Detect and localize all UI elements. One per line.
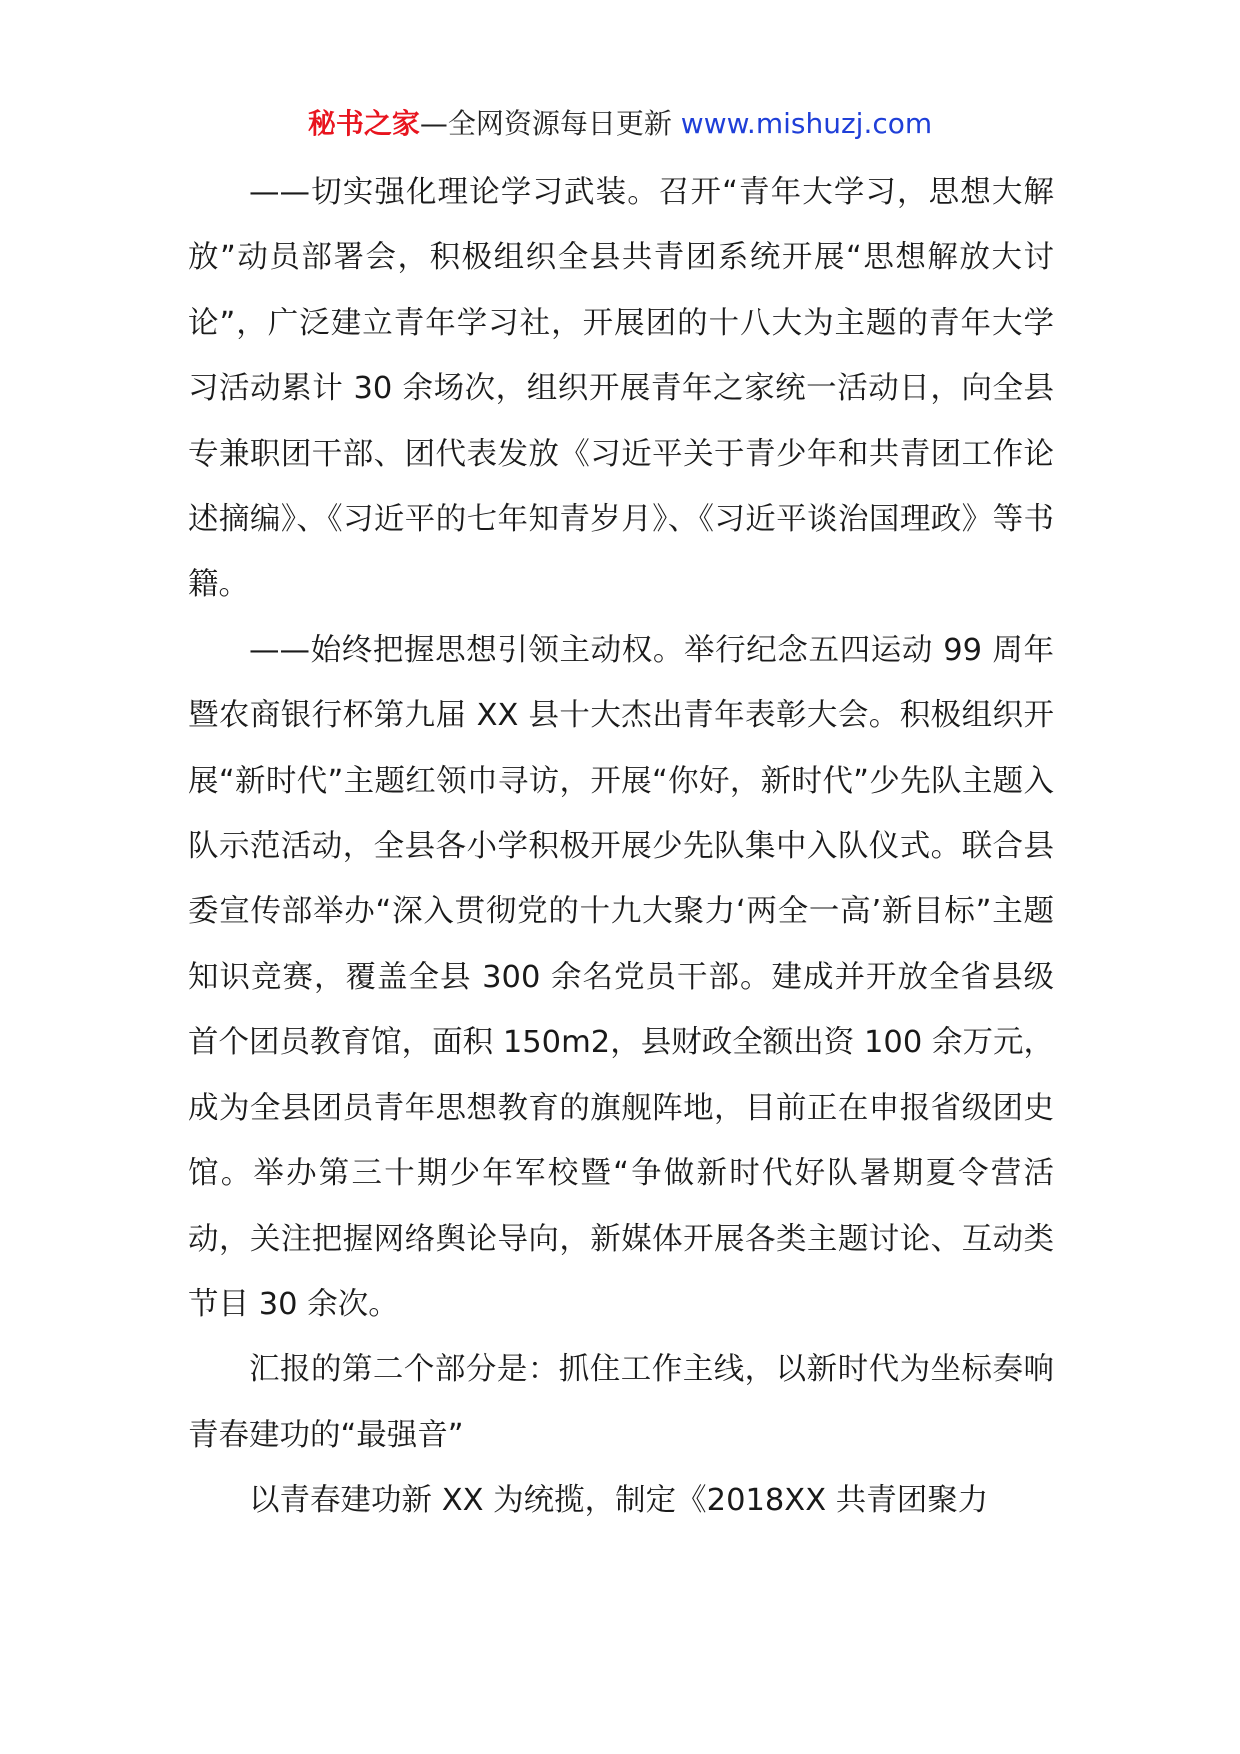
paragraph-section-two-intro: 以青春建功新 XX 为统揽，制定《2018XX 共青团聚力 <box>249 1483 989 1519</box>
site-url: www.mishuzj.com <box>680 107 933 140</box>
paragraph-ideological-guidance: ——始终把握思想引领主动权。举行纪念五四运动 99 周年暨农商银行杯第九届 XX 县十大杰出青年表彰大会。积极组织开展“新时代”主题红领巾寻访，开展“你好，新时代”少先队主题入队示范活动，全县各小学积极开展少先队集中入队仪式。联合县委宣传部举办“深入贯彻党的十九大聚力‘两全一高’新目标”主题知识竞赛，覆盖全县 300 余名党员干部。建成并开放全省县级首个团员教育馆，面积 150m2，县财政全额出资 100 余万元，成为全县团员青年思想教育的旗舰阵地，目前正在申报省级团史馆。举办第三十期少年军校暨“争做新时代好队暑期夏令营活动，关注把握网络舆论导向，新媒体开展各类主题讨论、互动类节目 30 余次。 <box>188 632 1054 1322</box>
site-brand: 秘书之家 <box>307 107 420 140</box>
site-header <box>0 104 1240 144</box>
site-tagline: —全网资源每日更新 <box>419 107 672 140</box>
document-body <box>188 160 1054 1534</box>
paragraph-section-two-heading: 汇报的第二个部分是：抓住工作主线，以新时代为坐标奏响青春建功的“最强音” <box>188 1352 1054 1453</box>
paragraph-theory-study: ——切实强化理论学习武装。召开“青年大学习，思想大解放”动员部署会，积极组织全县共青团系统开展“思想解放大讨论”，广泛建立青年学习社，开展团的十八大为主题的青年大学习活动累计 30 余场次，组织开展青年之家统一活动日，向全县专兼职团干部、团代表发放《习近平关于青少年和共青团工作论述摘编》、《习近平的七年知青岁月》、《习近平谈治国理政》等书籍。 <box>188 175 1054 603</box>
